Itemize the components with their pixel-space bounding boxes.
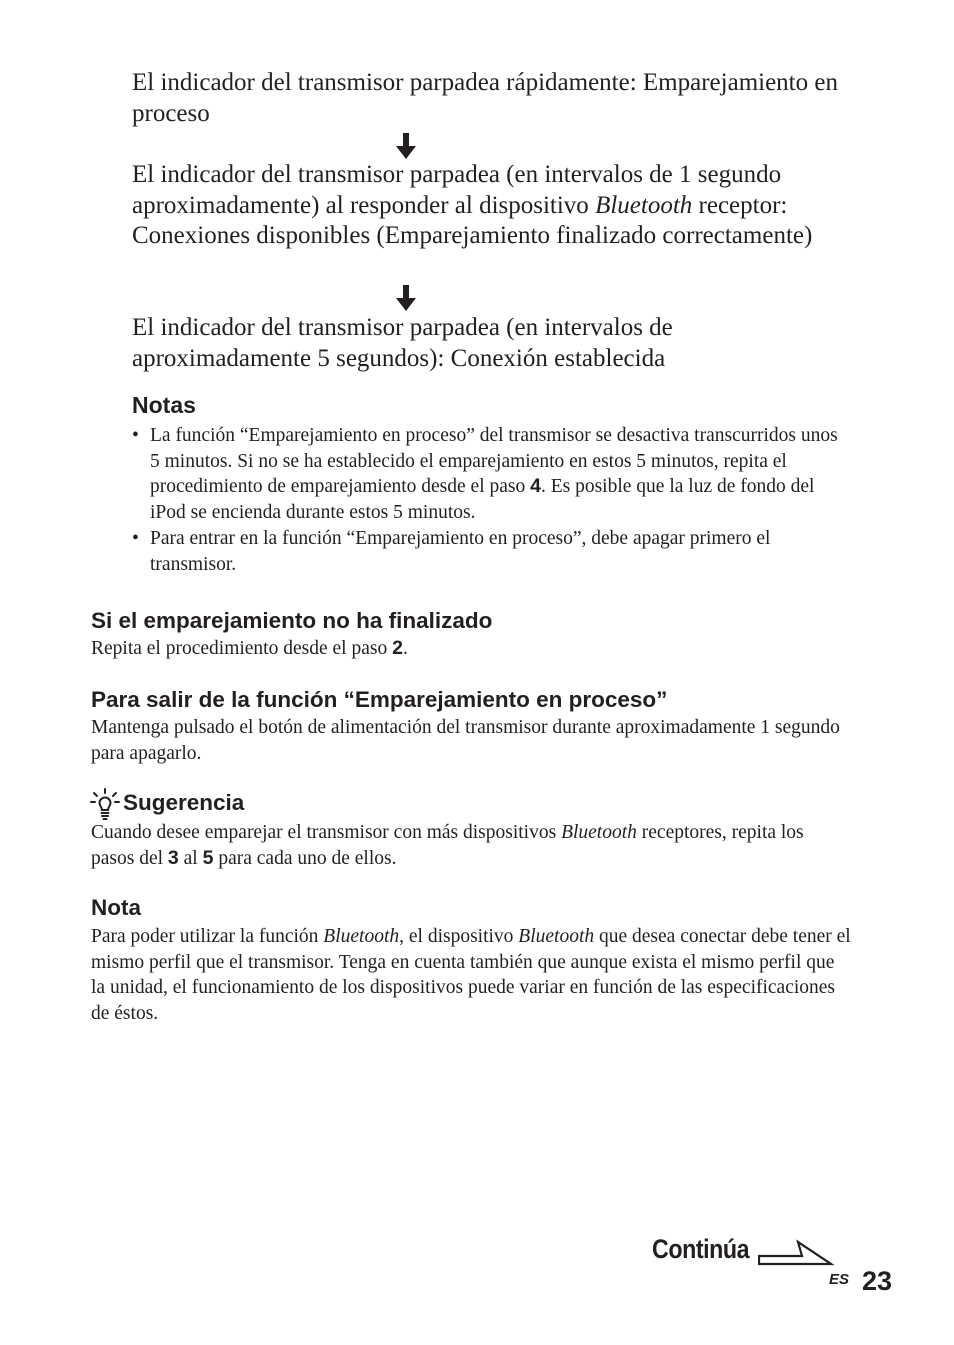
section-body-salir: Mantenga pulsado el botón de alimentación del transmisor durante aproximadamente 1 segundo para apagarlo. (91, 717, 840, 764)
flow-step-1-text: El indicador del transmisor parpadea rápidamente: Emparejamiento en proceso (132, 69, 838, 127)
flow-step-3-text: El indicador del transmisor parpadea (en intervalos de aproximadamente 5 segundos): Conexión establecida (132, 314, 673, 372)
bullet-icon: • (132, 425, 139, 446)
down-arrow-icon (396, 133, 416, 159)
list-item: • Para entrar en la función “Emparejamiento en proceso”, debe apagar primero el transmisor. (132, 527, 771, 575)
flow-step-1 (132, 68, 852, 129)
section-body-sugerencia: Cuando desee emparejar el transmisor con más dispositivos Bluetooth receptores, repita los pasos del 3 al 5 para cada uno de ellos. (91, 822, 804, 869)
section-heading-sugerencia: Sugerencia (123, 790, 245, 815)
section-heading-no-finalizado: Si el emparejamiento no ha finalizado (91, 608, 493, 633)
notas-list (132, 423, 852, 577)
lightbulb-icon (90, 788, 120, 820)
flow-step-3 (132, 313, 852, 374)
notas-heading: Notas (132, 392, 196, 418)
language-code: ES (829, 1271, 850, 1288)
section-body-nota: Para poder utilizar la función Bluetooth, el dispositivo Bluetooth que desea conectar debe tener el mismo perfil que el transmisor. Tenga en cuenta también que aunque exista el mismo perfil que la unidad, el funcionamiento de los dispositivos puede variar en función de las especificaciones de éstos. (91, 926, 851, 1025)
continue-arrow-icon (758, 1238, 834, 1268)
down-arrow-icon (396, 285, 416, 311)
list-item: • La función “Emparejamiento en proceso” del transmisor se desactiva transcurridos unos 5 minutos. Si no se ha establecido el emparejamiento en estos 5 minutos, repita el procedimiento de emparejamiento desde el paso 4. Es posible que la luz de fondo del iPod se encienda durante estos 5 minutos. (132, 425, 838, 524)
flow-step-2-text: El indicador del transmisor parpadea (en intervalos de 1 segundo aproximadamente) al responder al dispositivo Bluetooth receptor: Conexiones disponibles (Emparejamiento finalizado correctamente) (132, 161, 813, 249)
section-heading-salir: Para salir de la función “Emparejamiento en proceso” (91, 687, 668, 712)
section-heading-nota: Nota (91, 895, 141, 920)
flow-step-2 (132, 160, 852, 252)
section-body-no-finalizado: Repita el procedimiento desde el paso 2. (91, 637, 408, 659)
continua-label: Continúa (652, 1234, 750, 1264)
bullet-icon: • (132, 527, 139, 549)
page-number: 23 (862, 1266, 893, 1296)
